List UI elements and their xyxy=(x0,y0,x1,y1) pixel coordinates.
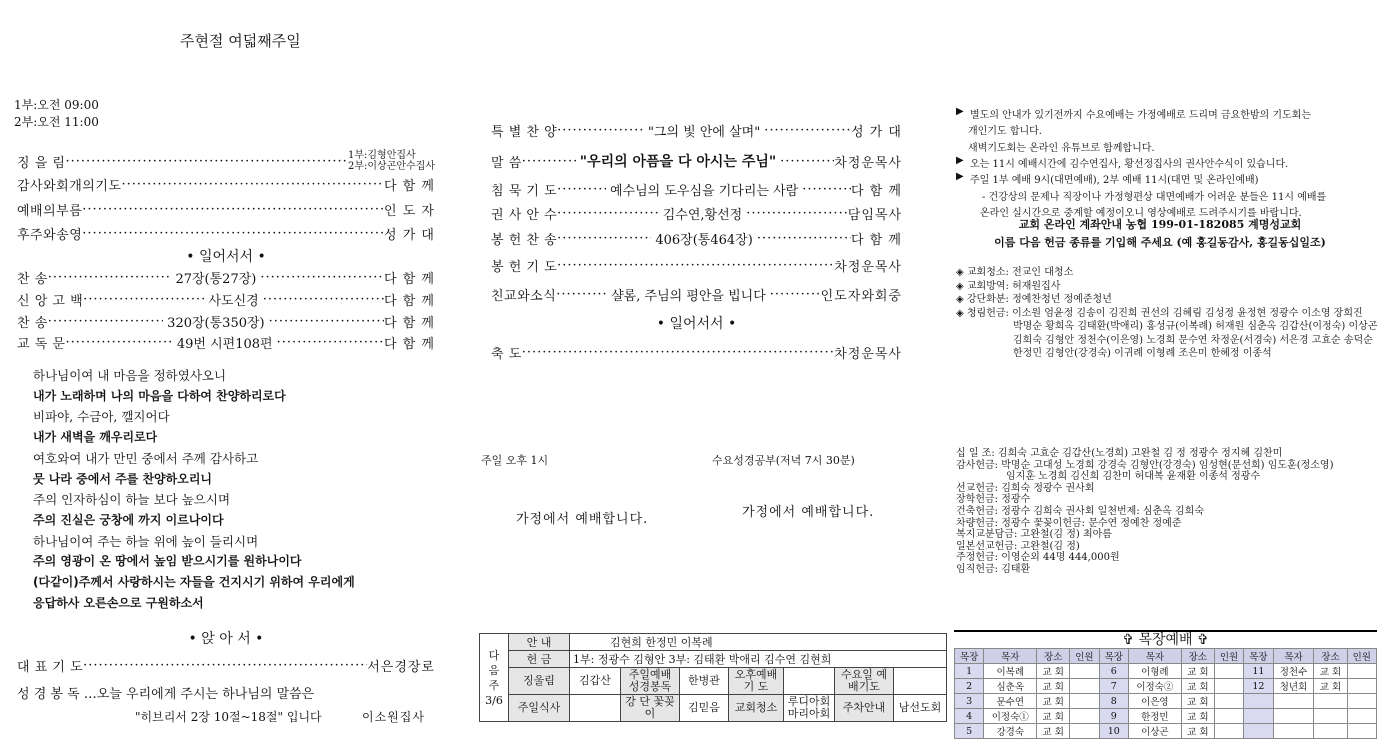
bank-line-2: 이름 다음 헌금 종류를 기입해 주세요 (예 홍길동감사, 홍길동십일조) xyxy=(994,236,1326,249)
sit-down-heading: • 앉 아 서 • xyxy=(188,631,264,647)
parish-cell xyxy=(1347,709,1376,724)
responsive-reading-line: 내가 노래하며 나의 마음을 다하여 찬양하리로다 xyxy=(33,388,286,403)
blessing-row xyxy=(491,343,902,362)
next-week-cell: 남선도회 xyxy=(894,695,947,722)
table-row xyxy=(955,679,1377,694)
parish-header: 목자 xyxy=(984,649,1037,664)
offering-names: 정광수 김희숙 권사회 일천번제: 심춘옥 김희숙 xyxy=(1001,506,1205,517)
parish-header: 인원 xyxy=(1347,649,1376,664)
parish-cell xyxy=(1244,694,1273,709)
parish-cell xyxy=(1244,724,1273,739)
next-week-cell: 오후예배 기 도 xyxy=(729,668,784,695)
parish-cell: 3 xyxy=(955,694,984,709)
table-row xyxy=(955,724,1377,739)
offering-names: 박명순 고대성 노경희 강경숙 김형안(강경숙) 임성현(문선희) 임도훈(정소영) xyxy=(1001,459,1334,471)
order-leader: 인 도 자 xyxy=(384,204,435,219)
next-week-table xyxy=(479,633,947,722)
order-label: 찬 송 xyxy=(17,272,48,287)
parish-cell: 교 회 xyxy=(1037,724,1070,739)
parish-cell xyxy=(1273,709,1314,724)
parish-cell xyxy=(1273,694,1314,709)
order-text: 김수연,황선정 xyxy=(662,208,743,223)
next-week-cell: 강 단 꽃꽂이 xyxy=(621,695,680,722)
left-order-item xyxy=(17,150,435,172)
responsive-reading-line: 비파야, 수금아, 깰지어다 xyxy=(33,409,170,425)
parish-cell: 강경숙 xyxy=(984,724,1037,739)
next-week-cell xyxy=(784,668,835,695)
parish-title-bar xyxy=(954,630,1377,648)
parish-cell xyxy=(1347,664,1376,679)
stand-up-heading: • 일어서서 • xyxy=(656,316,737,332)
scripture-row xyxy=(17,683,314,702)
notice-line: 별도의 안내가 있기전까지 수요예배는 가정예배로 드리며 금요한밤의 기도회는 xyxy=(970,110,1312,121)
table-row xyxy=(955,694,1377,709)
order-text: 320장(통350장) xyxy=(167,316,265,331)
parish-cell xyxy=(1214,694,1243,709)
bank-line-1: 교회 온라인 계좌안내 농협 199-01-182085 계명성교회 xyxy=(1018,218,1302,231)
notice-line: 온라인 실시간으로 중계할 예정이오니 영상예배로 드려주시기를 바랍니다. xyxy=(980,207,1302,219)
duty-bullet: ◈ xyxy=(956,267,964,278)
order-leader: 인도자와회중 xyxy=(820,289,902,304)
next-week-cell: 루디아회 마리아회 xyxy=(784,695,835,722)
parish-cell: 교 회 xyxy=(1037,694,1070,709)
parish-cell xyxy=(1214,709,1243,724)
offering-item xyxy=(956,560,1030,575)
parish-cell: 이형례 xyxy=(1128,664,1181,679)
order-label: 특 별 찬 양 xyxy=(491,125,558,140)
offering-text: 1부: 정광수 김형안 3부: 김태환 박애리 김수연 김현희 xyxy=(570,651,947,668)
notice-line: - 건강상의 문제나 직장이나 가정형편상 대면예배가 어려운 분들은 11시 예배를 xyxy=(982,191,1327,203)
next-week-cell: 교회청소 xyxy=(729,695,784,722)
parish-cell: 10 xyxy=(1099,724,1128,739)
scripture-label: 성 경 봉 독 xyxy=(17,687,80,702)
offering-label: 일본선교헌금: xyxy=(956,540,1018,552)
order-leader: 성 가 대 xyxy=(384,228,435,243)
wednesday-text: 가정에서 예배합니다. xyxy=(742,505,875,520)
parish-cell: 이정숙① xyxy=(984,709,1037,724)
duty-bullet: ◈ xyxy=(956,307,964,319)
left-order-item xyxy=(17,175,435,194)
next-week-cell: 한병관 xyxy=(680,668,729,695)
offering-names: 고완철(김 정) xyxy=(1020,540,1080,552)
parish-title: 목장예배 xyxy=(1138,632,1193,648)
next-week-cell xyxy=(570,695,621,722)
offering-label: 차량헌금: xyxy=(956,517,999,529)
mid-order-item xyxy=(491,229,902,248)
parish-cell: 교 회 xyxy=(1314,664,1347,679)
left-order-item xyxy=(17,333,435,352)
duty-label: 강단화분: xyxy=(966,294,1009,305)
afternoon-label: 주일 오후 1시 xyxy=(481,454,549,467)
duty-text-line: 김희숙 김형안 정천수(이은영) 노경희 문수연 차정운(서경숙) 서은경 고효순 송덕순 xyxy=(1013,334,1373,346)
offering-label: 감사헌금: xyxy=(956,459,999,471)
duty-text-line: 한정민 김형안(강경숙) 이귀례 이형례 조은미 한혜정 이종석 xyxy=(1013,348,1272,359)
wednesday-label: 수요성경공부(저녁 7시 30분) xyxy=(712,454,855,467)
table-row xyxy=(955,664,1377,679)
offering-label: 장학헌금: xyxy=(956,494,999,506)
parish-cell xyxy=(1070,664,1099,679)
next-week-cell xyxy=(894,668,947,695)
parish-cell xyxy=(1214,724,1243,739)
parish-cell: 1 xyxy=(955,664,984,679)
left-order-item xyxy=(17,290,435,309)
cross-icon: ✞ xyxy=(1122,632,1134,648)
notice-line: 새벽기도회는 온라인 유튜브로 함께합니다. xyxy=(968,142,1155,154)
parish-cell: 12 xyxy=(1244,679,1273,694)
order-leader: 차정운목사 xyxy=(834,155,902,171)
left-order-item xyxy=(17,312,435,331)
duty-bullet: ◈ xyxy=(956,294,964,305)
parish-cell: 심춘옥 xyxy=(984,679,1037,694)
parish-cell: 이은영 xyxy=(1128,694,1181,709)
parish-header: 목장 xyxy=(1244,649,1273,664)
offering-label: 헌 금 xyxy=(509,651,570,668)
duty-text: 이소원 엄윤정 김송이 김진희 권선의 김혜림 김성정 윤정현 정광수 이소영 장희진 xyxy=(1012,307,1363,319)
order-leader: 성 가 대 xyxy=(851,125,902,140)
parish-cell: 교 회 xyxy=(1037,664,1070,679)
mid-order-item xyxy=(491,204,902,223)
parish-cell: 교 회 xyxy=(1181,709,1214,724)
responsive-reading-line: 뭇 나라 중에서 주를 찬양하오리니 xyxy=(33,471,213,486)
left-order-item xyxy=(17,200,435,219)
order-label: 침 묵 기 도 xyxy=(491,184,558,199)
offering-names: 김희숙 고효순 김갑산(노경희) 고완철 김 정 정광수 정지혜 김찬미 xyxy=(997,448,1283,459)
scripture-reference: "히브리서 2장 10절~18절" 입니다 xyxy=(135,710,322,724)
parish-cell xyxy=(1314,724,1347,739)
order-leader-line: 1부:김형안집사 xyxy=(347,150,416,161)
parish-cell: 7 xyxy=(1099,679,1128,694)
parish-cell: 11 xyxy=(1244,664,1273,679)
parish-cell: 4 xyxy=(955,709,984,724)
order-leader: 서은경장로 xyxy=(367,660,435,675)
order-leader: 다 함 께 xyxy=(851,184,902,199)
order-label: 예배의부름 xyxy=(17,204,83,219)
offering-label: 주정헌금: xyxy=(956,552,999,564)
order-leader: 다 함 께 xyxy=(384,272,435,287)
duty-text: 허재원집사 xyxy=(1012,280,1061,292)
parish-cell: 교 회 xyxy=(1314,679,1347,694)
parish-cell: 6 xyxy=(1099,664,1128,679)
mid-order-item xyxy=(491,121,902,140)
parish-cell: 2 xyxy=(955,679,984,694)
offering-label: 십 일 조: xyxy=(956,448,995,459)
order-text: 샬롬, 주님의 평안을 빕니다 xyxy=(611,289,766,304)
page-title: 주현절 여덟째주일 xyxy=(180,32,301,50)
order-label: 봉 헌 기 도 xyxy=(491,260,558,275)
parish-cell xyxy=(1070,724,1099,739)
mid-order-item xyxy=(491,180,902,199)
guide-text: 김현희 한정민 이복례 xyxy=(570,634,947,651)
order-leader-line: 2부:이상곤안수집사 xyxy=(347,161,435,172)
duty-bullet: ◈ xyxy=(956,280,964,292)
order-leader: 차정운목사 xyxy=(834,260,902,275)
order-label: 교 독 문 xyxy=(17,337,66,352)
parish-cell: 교 회 xyxy=(1181,694,1214,709)
parish-header: 장소 xyxy=(1037,649,1070,664)
offering-names: 고완철(김 정) 최아름 xyxy=(1020,529,1112,541)
parish-cell: 교 회 xyxy=(1037,679,1070,694)
order-text: 27장(통27장) xyxy=(175,272,257,287)
cross-icon: ✞ xyxy=(1197,632,1209,648)
left-order-item xyxy=(17,224,435,243)
order-label: 찬 송 xyxy=(17,316,48,331)
order-leader: 다 함 께 xyxy=(384,179,435,194)
parish-cell xyxy=(1070,694,1099,709)
parish-cell: 8 xyxy=(1099,694,1128,709)
order-label: 후주와송영 xyxy=(17,228,83,243)
parish-section xyxy=(954,630,1377,739)
next-week-cell: 김갑산 xyxy=(570,668,621,695)
parish-header: 장소 xyxy=(1314,649,1347,664)
order-text: "그의 빛 안에 살며" xyxy=(647,125,761,140)
responsive-reading-line: 하나님이여 주는 하늘 위에 높이 들리시며 xyxy=(33,533,259,549)
parish-cell: 교 회 xyxy=(1181,679,1214,694)
stand-up-heading: • 일어서서 • xyxy=(186,249,266,265)
duty-label: 청림헌금: xyxy=(966,307,1009,319)
prayer-row xyxy=(17,656,435,675)
service-time-2: 2부:오전 11:00 xyxy=(14,115,99,129)
next-week-cell: 주일식사 xyxy=(509,695,570,722)
service-time-1: 1부:오전 09:00 xyxy=(14,98,99,112)
order-text: 406장(통464장) xyxy=(655,233,753,248)
notice-bullet: ▶ xyxy=(956,106,964,117)
order-label: 말 씀 xyxy=(491,155,522,171)
offering-names: 이영순외 44명 444,000원 xyxy=(1001,552,1120,564)
order-text: 예수님의 도우심을 기다리는 사람 xyxy=(609,184,799,199)
order-leader: 다 함 께 xyxy=(851,233,902,248)
parish-header: 목자 xyxy=(1273,649,1314,664)
duty-label: 교회청소: xyxy=(966,267,1009,278)
order-text: 사도신경 xyxy=(208,294,259,309)
order-leader: 담임목사 xyxy=(847,208,902,223)
offering-label: 임직헌금: xyxy=(956,564,999,575)
responsive-reading-line: 여호와여 내가 만민 중에서 주께 감사하고 xyxy=(33,450,259,466)
offering-label: 건축헌금: xyxy=(956,506,999,517)
parish-header: 인원 xyxy=(1070,649,1099,664)
next-week-cell: 김믿음 xyxy=(680,695,729,722)
order-label: 징 을 림 xyxy=(17,155,66,171)
parish-cell: 5 xyxy=(955,724,984,739)
table-row xyxy=(955,709,1377,724)
parish-cell: 교 회 xyxy=(1181,664,1214,679)
order-label: 신 앙 고 백 xyxy=(17,294,84,309)
parish-cell: 문수연 xyxy=(984,694,1037,709)
order-label: 축 도 xyxy=(491,347,522,362)
order-leader xyxy=(348,150,435,172)
parish-cell xyxy=(1347,724,1376,739)
parish-cell: 청년회 xyxy=(1273,679,1314,694)
offering-names: 임지훈 노경희 김신희 김찬미 허대복 윤재환 이종석 정광수 xyxy=(1006,471,1261,483)
guide-label: 안 내 xyxy=(509,634,570,651)
order-text: 49번 시편108편 xyxy=(176,337,273,352)
parish-header: 목자 xyxy=(1128,649,1181,664)
scripture-reader: 이소원집사 xyxy=(362,710,425,724)
order-text: "우리의 아픔을 다 아시는 주님" xyxy=(579,154,777,170)
duty-label: 교회방역: xyxy=(966,280,1009,292)
mid-order-item xyxy=(491,256,902,275)
next-week-label: 다 음 주 3/6 xyxy=(480,634,509,722)
parish-cell: 이상곤 xyxy=(1128,724,1181,739)
next-week-cell: 징울림 xyxy=(509,668,570,695)
parish-cell: 이복례 xyxy=(984,664,1037,679)
offering-label: 선교헌금: xyxy=(956,482,999,494)
afternoon-text: 가정에서 예배합니다. xyxy=(516,512,649,527)
responsive-reading-line: 응답하사 오른손으로 구원하소서 xyxy=(33,595,204,610)
order-leader: 다 함 께 xyxy=(384,316,435,331)
notice-line: 주일 1부 예배 9시(대면예배), 2부 예배 11시(대면 및 온라인예배) xyxy=(970,175,1259,187)
responsive-reading-line: 주의 영광이 온 땅에서 높임 받으시기를 원하나이다 xyxy=(33,554,302,569)
next-week-cell: 주일예배 성경봉독 xyxy=(621,668,680,695)
parish-cell: 한정민 xyxy=(1128,709,1181,724)
order-label: 봉 헌 찬 송 xyxy=(491,233,558,248)
parish-cell: 9 xyxy=(1099,709,1128,724)
responsive-reading-line: 주의 진실은 궁창에 까지 이르나이다 xyxy=(33,512,224,527)
order-leader: 다 함 께 xyxy=(384,294,435,309)
mid-order-item xyxy=(491,285,902,304)
notice-bullet: ▶ xyxy=(956,154,964,166)
parish-cell: 정천수 xyxy=(1273,664,1314,679)
order-label: 친교와소식 xyxy=(491,289,557,304)
notice-line: 오는 11시 예배시간에 김수연집사, 황선정집사의 권사안수식이 있습니다. xyxy=(970,158,1289,170)
left-order-item xyxy=(17,268,435,287)
duty-text-line: 박명순 황희옥 김태환(박애리) 홍성규(이복례) 허재원 심춘옥 김갑산(이정숙) 이상곤 xyxy=(1013,321,1378,332)
parish-header: 인원 xyxy=(1214,649,1243,664)
parish-cell xyxy=(1244,709,1273,724)
order-label: 감사와회개의기도 xyxy=(17,179,122,194)
mid-order-item xyxy=(491,151,902,171)
parish-header: 목장 xyxy=(955,649,984,664)
notice-line: 개인기도 합니다. xyxy=(968,126,1042,138)
order-label: 대 표 기 도 xyxy=(17,660,84,675)
parish-cell xyxy=(1214,664,1243,679)
responsive-reading-line: 내가 새벽을 깨우리로다 xyxy=(33,430,158,445)
parish-cell xyxy=(1214,679,1243,694)
responsive-reading-line: 주의 인자하심이 하늘 보다 높으시며 xyxy=(33,492,231,508)
offering-names: 정광수 꽃꽂이헌금: 문수연 정예찬 정예준 xyxy=(1001,517,1182,529)
parish-cell xyxy=(1347,694,1376,709)
offering-label: 복지교분담금: xyxy=(956,529,1018,541)
parish-cell xyxy=(1273,724,1314,739)
order-label: 권 사 안 수 xyxy=(491,208,558,223)
parish-header: 목장 xyxy=(1099,649,1128,664)
notice-bullet: ▶ xyxy=(956,171,964,183)
duty-text: 정예찬청년 정예준청년 xyxy=(1012,294,1112,305)
parish-cell xyxy=(1314,694,1347,709)
parish-cell xyxy=(1070,679,1099,694)
parish-cell: 교 회 xyxy=(1037,709,1070,724)
order-leader: 차정운목사 xyxy=(834,347,902,362)
responsive-reading-line: 하나님이여 내 마음을 정하였사오니 xyxy=(33,368,227,383)
duty-text: 전교인 대청소 xyxy=(1012,267,1074,278)
next-week-cell: 주차안내 xyxy=(835,695,894,722)
offering-names: 정광수 xyxy=(1001,494,1031,506)
next-week-cell: 수요일 예배기도 xyxy=(835,668,894,695)
order-leader: 다 함 께 xyxy=(384,337,435,352)
parish-header: 장소 xyxy=(1181,649,1214,664)
parish-cell xyxy=(1314,709,1347,724)
scripture-text: …오늘 우리에게 주시는 하나님의 말씀은 xyxy=(83,687,315,702)
parish-cell xyxy=(1347,679,1376,694)
responsive-reading-line: (다같이)주께서 사랑하시는 자들을 건지시기 위하여 우리에게 xyxy=(33,575,355,589)
parish-cell xyxy=(1070,709,1099,724)
parish-cell: 이정숙② xyxy=(1128,679,1181,694)
offering-names: 김희숙 정광수 권사회 xyxy=(1001,482,1095,494)
offering-names: 김태환 xyxy=(1001,564,1031,575)
parish-cell: 교 회 xyxy=(1181,724,1214,739)
